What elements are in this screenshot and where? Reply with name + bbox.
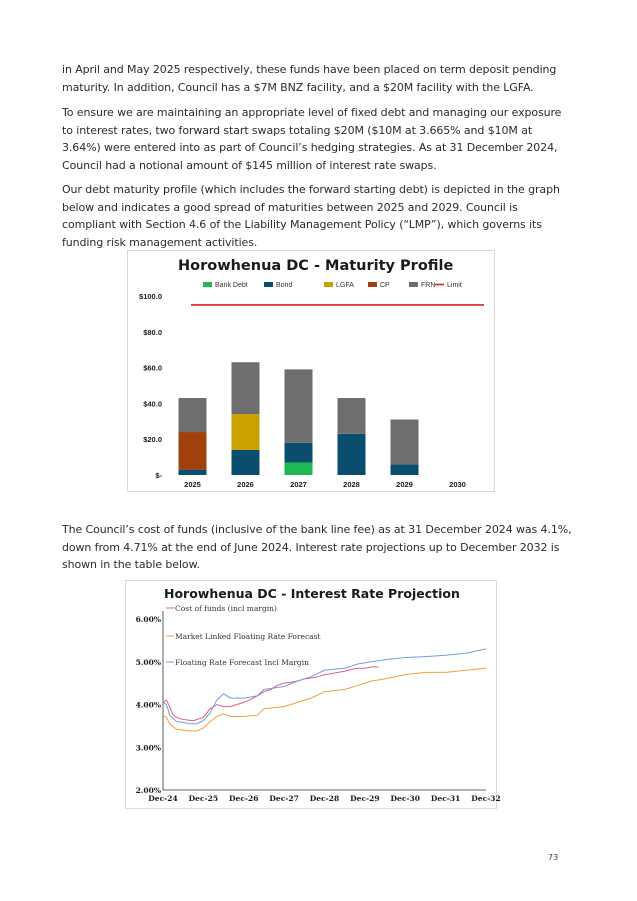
legend-label-2: Floating Rate Forecast Incl Margin (175, 658, 309, 667)
paragraph-debt-maturity: Our debt maturity profile (which includes the forward starting debt) is depicted in the graph below and indicates a good spread of maturities between 2025 and 2029. Council is compliant with Section 4.6 of the Liability Management Policy (“LMP”), which governs its funding risk management activities. (62, 183, 560, 249)
x-tick-label: Dec-31 (430, 794, 461, 803)
legend-swatch-bank-debt (203, 282, 212, 287)
x-tick-label: Dec-32 (471, 794, 501, 803)
legend-label-frn: FRN (421, 282, 436, 289)
y-tick-label: 5.00% (135, 657, 161, 667)
y-tick-label: $40.0 (143, 399, 162, 409)
legend-swatch-lgfa (324, 282, 333, 287)
legend-label-lgfa: LGFA (336, 282, 354, 289)
x-tick-label: Dec-29 (350, 794, 380, 803)
paragraph-funds-term-deposit: in April and May 2025 respectively, these funds have been placed on term deposit pending maturity. In addition, Council has a $7M BNZ facility, and a $20M facility with the LGFA. (62, 63, 557, 94)
y-tick-label: $80.0 (143, 327, 162, 337)
bar-bond-2025 (179, 470, 207, 475)
interest-chart-title: Horowhenua DC - Interest Rate Projection (164, 586, 460, 601)
x-tick-label: Dec-27 (269, 794, 299, 803)
legend-label-0: Cost of funds (incl margin) (175, 604, 277, 613)
bar-bond-2028 (338, 434, 366, 475)
x-tick-label: 2028 (343, 480, 360, 489)
bar-bond-2026 (232, 450, 260, 475)
maturity-profile-chart (127, 250, 495, 492)
x-tick-label: Dec-26 (229, 794, 259, 803)
legend-label-cp: CP (380, 282, 390, 289)
y-tick-label: $100.0 (139, 292, 162, 301)
series-line-cost-of-funds-incl-margin- (163, 667, 378, 721)
series-line-market-linked-floating-rate-forecast (163, 668, 486, 731)
y-tick-label: $- (155, 471, 162, 480)
page-number: 73 (548, 853, 559, 862)
x-tick-label: Dec-30 (390, 794, 420, 803)
legend-swatch-frn (409, 282, 418, 287)
legend-swatch-cp (368, 282, 377, 287)
legend-label-bond: Bond (276, 282, 293, 289)
x-tick-label: 2025 (184, 480, 201, 489)
interest-rate-chart (125, 580, 501, 809)
bar-bank-debt-2027 (285, 462, 313, 475)
bar-lgfa-2026 (232, 414, 260, 450)
y-tick-label: 2.00% (135, 786, 161, 795)
x-tick-label: Dec-28 (309, 794, 340, 803)
bar-frn-2026 (232, 362, 260, 414)
x-tick-label: Dec-25 (188, 794, 219, 803)
bar-bond-2029 (391, 464, 419, 475)
bar-bond-2027 (285, 443, 313, 463)
x-tick-label: Dec-24 (148, 794, 178, 803)
paragraph-cost-of-funds: The Council’s cost of funds (inclusive of the bank line fee) as at 31 December 2024 was 4.1%, down from 4.71% at the end of June 2024. Interest rate projections up to December 2032 is shown in the table below. (62, 523, 572, 572)
y-tick-label: 6.00% (135, 615, 161, 624)
maturity-chart-title: Horowhenua DC - Maturity Profile (178, 258, 454, 274)
bar-frn-2028 (338, 398, 366, 434)
legend-swatch-bond (264, 282, 273, 287)
y-tick-label: $60.0 (143, 363, 162, 373)
bar-cp-2025 (179, 432, 207, 470)
bar-frn-2027 (285, 369, 313, 442)
bar-frn-2029 (391, 420, 419, 465)
y-tick-label: $20.0 (143, 435, 162, 445)
x-tick-label: 2030 (449, 480, 466, 489)
x-tick-label: 2027 (290, 480, 307, 489)
maturity-chart-plot (128, 251, 494, 491)
legend-label-1: Market Linked Floating Rate Forecast (175, 632, 321, 641)
legend-label-bank-debt: Bank Debt (215, 282, 248, 289)
x-tick-label: 2026 (237, 480, 254, 489)
x-tick-label: 2029 (396, 480, 413, 489)
bar-frn-2025 (179, 398, 207, 432)
y-tick-label: 4.00% (135, 700, 161, 710)
legend-label-limit: Limit (447, 282, 462, 289)
paragraph-hedging-swaps: To ensure we are maintaining an appropriate level of fixed debt and managing our exposure to interest rates, two forward start swaps totaling $20M ($10M at 3.665% and $10M at 3.64%) were entered into as part of Council’s hedging strategies. As at 31 December 2024, Council had a notional amount of $145 million of interest rate swaps. (62, 106, 562, 172)
y-tick-label: 3.00% (135, 743, 161, 753)
interest-chart-plot (126, 581, 501, 808)
